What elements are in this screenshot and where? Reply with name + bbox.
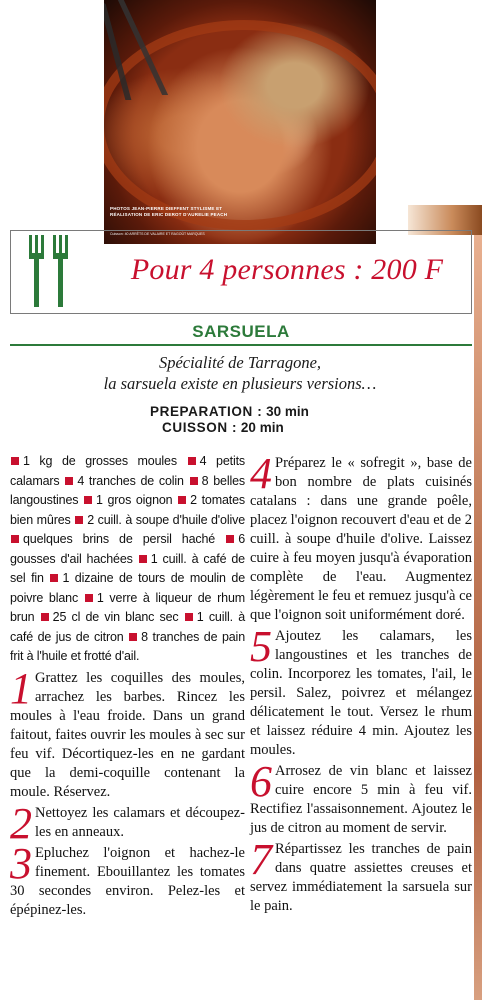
step-text: Epluchez l'oignon et hachez-le finement. Ebouillantez les tomates 30 secondes environ. Pelez-les et épépinez-les. (10, 844, 245, 918)
step-number: 4 (250, 449, 272, 498)
divider (10, 344, 472, 346)
ingredient-item: 4 tranches de colin (77, 473, 184, 488)
decorative-edge-right (474, 235, 482, 1000)
step-text: Ajoutez les calamars, les langoustines et les tranches de colin. Incorporez les tomates, l'ail, le persil. Salez, poivrez et mélangez délicatement le tout. Versez le rhum et laissez réduire 4 min. Ajoutez les moules. (250, 628, 472, 758)
recipe-subtitle (30, 352, 450, 394)
banner-title: Pour 4 personnes : 200 F (130, 253, 444, 286)
step-text: Préparez le « sofregit », base de bon nombre de plats cuisinés catalans : dans une grande poêle, placez l'oignon recouvert d'eau et de 2 cuill. à soupe d'huile d'olive. Laissez cuire à feu moyen jusqu'à évaporation complète de l'eau. Augmentez légèrement le feu et remuez jusqu'à ce que l'oignon soit uniformément doré. (250, 455, 472, 623)
ingredient-item: 4 petits calamars (10, 454, 246, 488)
step-4 (250, 449, 472, 625)
bullet-square-icon (139, 555, 147, 563)
subtitle-line-2: la sarsuela existe en plusieurs versions… (103, 374, 377, 393)
ingredient-item: 6 gousses d'ail hachées (10, 532, 245, 566)
ingredient-item: 1 cuill. à café de jus de citron (10, 610, 245, 644)
dish-photo (104, 0, 376, 244)
cook-time (150, 420, 410, 436)
bullet-square-icon (85, 594, 93, 602)
ingredient-item: 25 cl de vin blanc sec (52, 610, 179, 624)
bullet-square-icon (75, 516, 83, 524)
step-number: 6 (250, 757, 272, 806)
bullet-square-icon (226, 535, 234, 543)
bullet-square-icon (65, 477, 73, 485)
ingredient-item: 1 gros oignon (96, 493, 173, 507)
recipe-times (150, 404, 410, 436)
right-column (250, 449, 472, 916)
step-2 (10, 798, 245, 848)
left-column (10, 452, 245, 920)
bullet-square-icon (129, 633, 137, 641)
step-text: Arrosez de vin blanc et laissez cuire encore 5 min à feu vif. Rectifiez l'assaisonnement. Ajoutez le jus de citron au moment de servir. (250, 763, 472, 836)
recipe-name: SARSUELA (192, 322, 290, 341)
ingredient-item: 1 cuill. à café de sel fin (10, 551, 245, 585)
step-text: Répartissez les tranches de pain dans quatre assiettes creuses et servez immédiatement la sarsuela sur le pain. (250, 841, 472, 914)
prep-label: PREPARATION : (150, 404, 263, 419)
step-text: Nettoyez les calamars et découpez-les en anneaux. (35, 804, 245, 840)
steps-left (10, 663, 245, 920)
bullet-square-icon (50, 574, 58, 582)
ingredient-item: 1 kg de grosses moules (23, 454, 177, 468)
ingredient-list (10, 452, 245, 667)
bullet-square-icon (41, 613, 49, 621)
ingredient-item: 2 cuill. à soupe d'huile d'olive (87, 512, 245, 527)
ingredient-item: 8 belles langoustines (10, 473, 246, 507)
subtitle-line-1: Spécialité de Tarragone, (158, 353, 322, 372)
step-number: 1 (10, 663, 32, 713)
bullet-square-icon (188, 457, 196, 465)
cook-label: CUISSON : (162, 420, 238, 435)
prep-time (150, 404, 410, 420)
bullet-square-icon (190, 477, 198, 485)
bullet-square-icon (178, 496, 186, 504)
header-banner (10, 230, 472, 314)
step-1 (10, 663, 245, 802)
step-3 (10, 838, 245, 920)
step-number: 7 (250, 835, 272, 884)
bullet-square-icon (84, 496, 92, 504)
prep-value: 30 min (266, 404, 309, 419)
step-5 (250, 622, 472, 760)
step-number: 2 (10, 798, 32, 848)
step-6 (250, 757, 472, 838)
bullet-square-icon (11, 535, 19, 543)
bullet-square-icon (185, 613, 193, 621)
ingredient-item: quelques brins de persil haché (23, 532, 216, 546)
cook-value: 20 min (240, 420, 284, 435)
photo-credit-small: Cuisson: 40 ARRÊTS DE VALAIRE ET RAGOÛT MARQUES (110, 232, 205, 236)
step-text: Grattez les coquilles des moules, arrachez les barbes. Rincez les moules à l'eau froide. Dans un grand faitout, faites ouvrir les moules à sec sur feu vif. Décortiquez-les en ne gardant que la demi-coquille contenant la moule. Réservez. (10, 669, 245, 800)
ingredient-item: 1 dizaine de tours de moulin de poivre blanc (10, 571, 246, 605)
ingredient-item: 2 tomates bien mûres (10, 493, 246, 527)
step-7 (250, 835, 472, 916)
bullet-square-icon (11, 457, 19, 465)
ingredient-item: 1 verre à liqueur de rhum brun (10, 590, 246, 624)
step-number: 5 (250, 622, 272, 671)
fork-icon (27, 235, 77, 307)
ingredient-item: 8 tranches de pain frit à l'huile et frotté d'ail. (10, 629, 245, 663)
step-number: 3 (10, 838, 32, 888)
photo-credit: PHOTOS JEAN-PIERRE DIEFFENT STYLISME ET RÉALISATION DE ERIC DEROT D'AURELIE PEACH (110, 206, 228, 217)
